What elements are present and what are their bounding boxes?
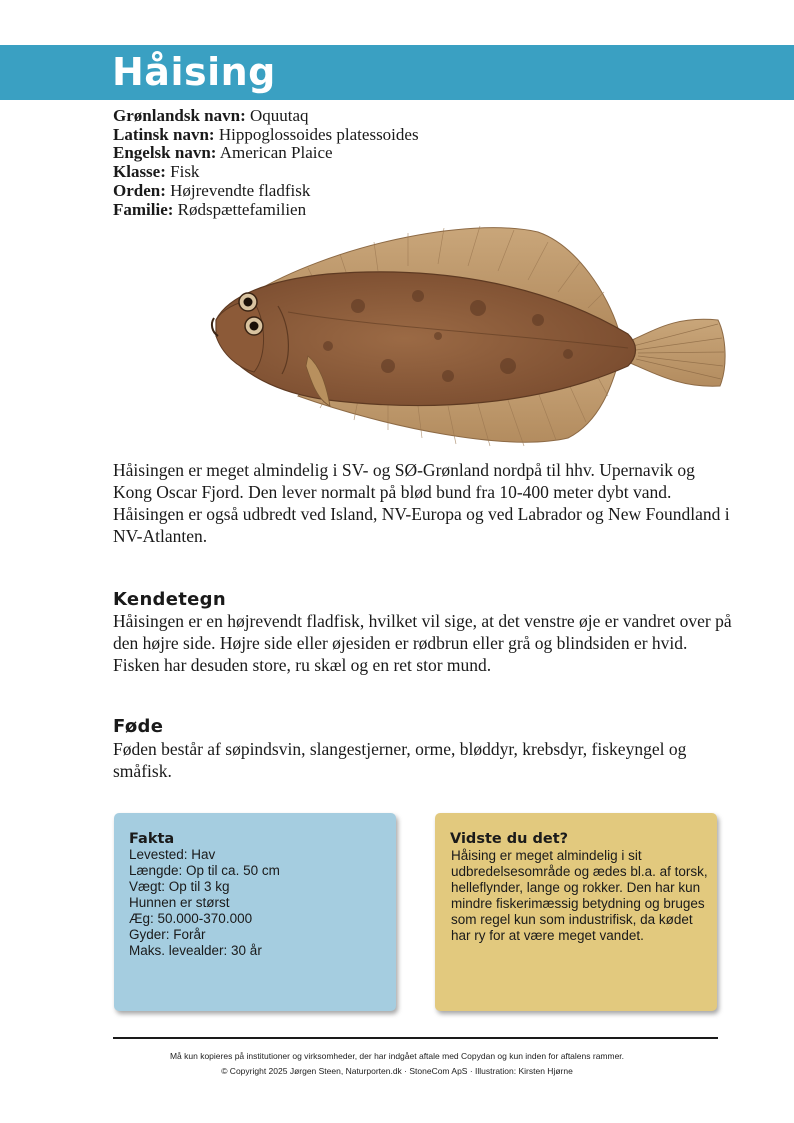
meta-key: Familie: [113, 199, 174, 219]
meta-key: Klasse: [113, 162, 166, 182]
meta-key: Engelsk navn: [113, 143, 217, 163]
vidste-du-det-box [435, 813, 717, 1011]
meta-value: Højrevendte fladfisk [165, 180, 311, 200]
fakta-item: Vægt: Op til 3 kg [129, 879, 230, 894]
meta-key: Latinsk navn: [113, 124, 215, 144]
meta-row-class [113, 163, 419, 182]
meta-key: Grønlandsk navn: [113, 106, 246, 125]
vidste-heading: Vidste du det? [450, 831, 569, 847]
meta-value: Rødspættefamilien [173, 199, 307, 219]
fish-illustration [208, 216, 732, 452]
fakta-item: Levested: Hav [129, 847, 216, 862]
fakta-item: Gyder: Forår [129, 927, 206, 942]
fakta-item: Længde: Op til ca. 50 cm [129, 863, 280, 878]
section-heading-kendetegn: Kendetegn [113, 589, 226, 610]
footer-divider [113, 1037, 718, 1039]
footer-copy-notice: Må kun kopieres på institutioner og virksomheder, der har indgået aftale med Copydan og kun inden for aftalens rammer. [169, 1051, 625, 1061]
species-info [113, 107, 419, 219]
fakta-item: Hunnen er størst [129, 895, 230, 910]
meta-row-order [113, 182, 419, 201]
section-heading-foede: Føde [113, 716, 164, 737]
vidste-text: Håising er meget almindelig i sit udbredelsesområde og ædes bl.a. af torsk, helleflynder, lange og rokker. Den har kun mindre fiskerimæssig betydning og bruges som regel kun som industrifisk, da kødet har ry for at være meget vandet. [451, 848, 708, 943]
foede-paragraph: Føden består af søpindsvin, slangestjerner, orme, bløddyr, krebsdyr, fiskeyngel og småfisk. [113, 739, 687, 781]
fakta-list [129, 847, 280, 959]
page-title: Håising [112, 50, 276, 94]
fakta-box [114, 813, 396, 1011]
meta-key: Orden: [113, 180, 166, 200]
fakta-item: Maks. levealder: 30 år [129, 943, 262, 958]
intro-paragraph: Håisingen er meget almindelig i SV- og SØ-Grønland nordpå til hhv. Upernavik og Kong Oscar Fjord. Den lever normalt på blød bund fra 10-400 meter dybt vand. Håisingen er også udbredt ved Island, NV-Europa og ved Labrador og New Foundland i NV-Atlanten. [113, 460, 730, 546]
meta-value: American Plaice [216, 143, 333, 163]
meta-value: Oquutaq [245, 106, 309, 125]
meta-value: Hippoglossoides platessoides [214, 124, 419, 144]
meta-row-english [113, 144, 419, 163]
kendetegn-paragraph: Håisingen er en højrevendt fladfisk, hvilket vil sige, at det venstre øje er vandret over på den højre side. Højre side eller øjesiden er rødbrun eller grå og blindsiden er hvid. Fisken har desuden store, ru skæl og en ret stor mund. [113, 611, 732, 675]
footer-copyright: © Copyright 2025 Jørgen Steen, Naturporten.dk · StoneCom ApS · Illustration: Kirsten Hjørne [221, 1066, 573, 1076]
fakta-heading: Fakta [129, 831, 175, 847]
fakta-item: Æg: 50.000-370.000 [129, 911, 253, 926]
meta-row-latin [113, 126, 419, 145]
meta-value: Fisk [165, 162, 200, 182]
meta-row-greenlandic [113, 107, 419, 126]
